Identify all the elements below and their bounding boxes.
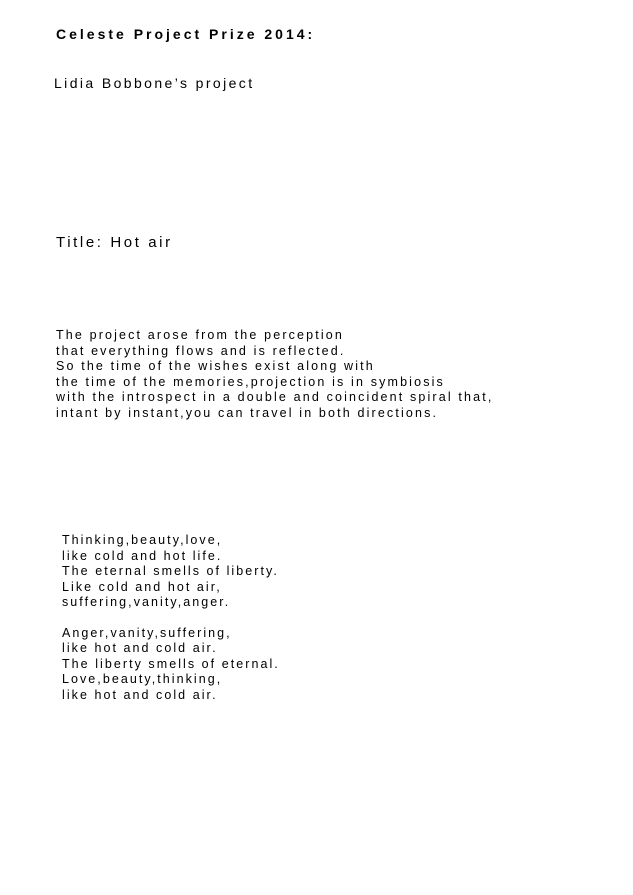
poem-line: The liberty smells of eternal. bbox=[62, 656, 280, 671]
poem-line: The eternal smells of liberty. bbox=[62, 564, 279, 578]
poem bbox=[62, 533, 280, 703]
description-line: intant by instant,you can travel in both directions. bbox=[56, 405, 439, 420]
description-line: with the introspect in a double and coincident spiral that, bbox=[56, 390, 494, 404]
poem-line: like hot and cold air. bbox=[62, 687, 218, 702]
project-author-line: Lidia Bobbone’s project bbox=[54, 75, 255, 91]
description-line: The project arose from the perception bbox=[56, 328, 344, 342]
project-description bbox=[56, 328, 493, 421]
poem-line: like cold and hot life. bbox=[62, 548, 223, 563]
description-line: the time of the memories,projection is in symbiosis bbox=[56, 374, 445, 389]
poem-line: Anger,vanity,suffering, bbox=[62, 625, 232, 640]
poem-line: Thinking,beauty,love, bbox=[62, 533, 223, 547]
document-heading: Celeste Project Prize 2014: bbox=[56, 26, 316, 42]
project-title: Title: Hot air bbox=[56, 234, 173, 251]
description-line: that everything flows and is reflected. bbox=[56, 343, 346, 358]
poem-line: like hot and cold air. bbox=[62, 641, 218, 655]
poem-stanza-1 bbox=[62, 533, 280, 611]
poem-line: Love,beauty,thinking, bbox=[62, 672, 223, 686]
poem-stanza-2 bbox=[62, 626, 280, 704]
poem-line: suffering,vanity,anger. bbox=[62, 595, 231, 609]
poem-line: Like cold and hot air, bbox=[62, 579, 222, 594]
description-line: So the time of the wishes exist along with bbox=[56, 359, 375, 373]
